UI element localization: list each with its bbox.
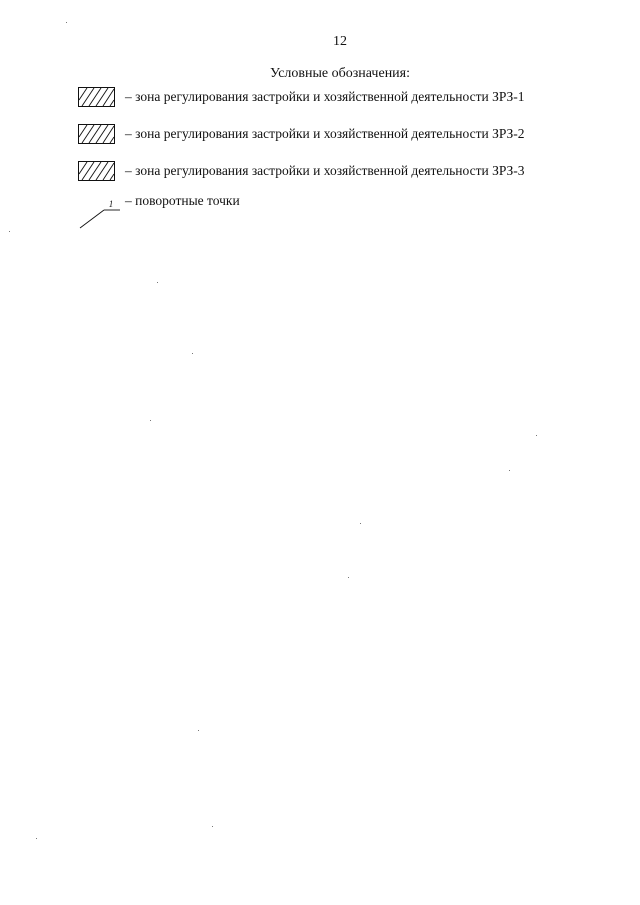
legend-item-label: – зона регулирования застройки и хозяйственной деятельности ЗРЗ-3 (125, 163, 525, 178)
hatched-rectangle-icon (78, 87, 115, 107)
legend-item-turning-points (78, 190, 240, 232)
scan-speck (212, 826, 213, 827)
legend-item-zrz-2 (78, 124, 525, 144)
legend-item-label: – зона регулирования застройки и хозяйственной деятельности ЗРЗ-1 (125, 89, 525, 104)
legend-item-zrz-1 (78, 87, 525, 107)
scan-speck (536, 435, 537, 436)
legend-item-zrz-3 (78, 161, 525, 181)
scan-speck (66, 22, 67, 23)
scan-speck (192, 353, 193, 354)
turning-point-leader-icon (78, 190, 122, 232)
turning-point-number: 1 (108, 199, 114, 209)
scan-speck (157, 282, 158, 283)
page-number: 12 (333, 34, 347, 49)
legend-item-label: – поворотные точки (125, 193, 240, 208)
scan-speck (9, 231, 10, 232)
legend-title: Условные обозначения: (269, 66, 411, 81)
hatched-rectangle-icon (78, 124, 115, 144)
scan-speck (348, 577, 349, 578)
scan-speck (198, 730, 199, 731)
scan-speck (509, 470, 510, 471)
scan-speck (360, 523, 361, 524)
scan-speck (150, 420, 151, 421)
hatched-rectangle-icon (78, 161, 115, 181)
legend-item-label: – зона регулирования застройки и хозяйственной деятельности ЗРЗ-2 (125, 126, 525, 141)
scan-speck (36, 838, 37, 839)
